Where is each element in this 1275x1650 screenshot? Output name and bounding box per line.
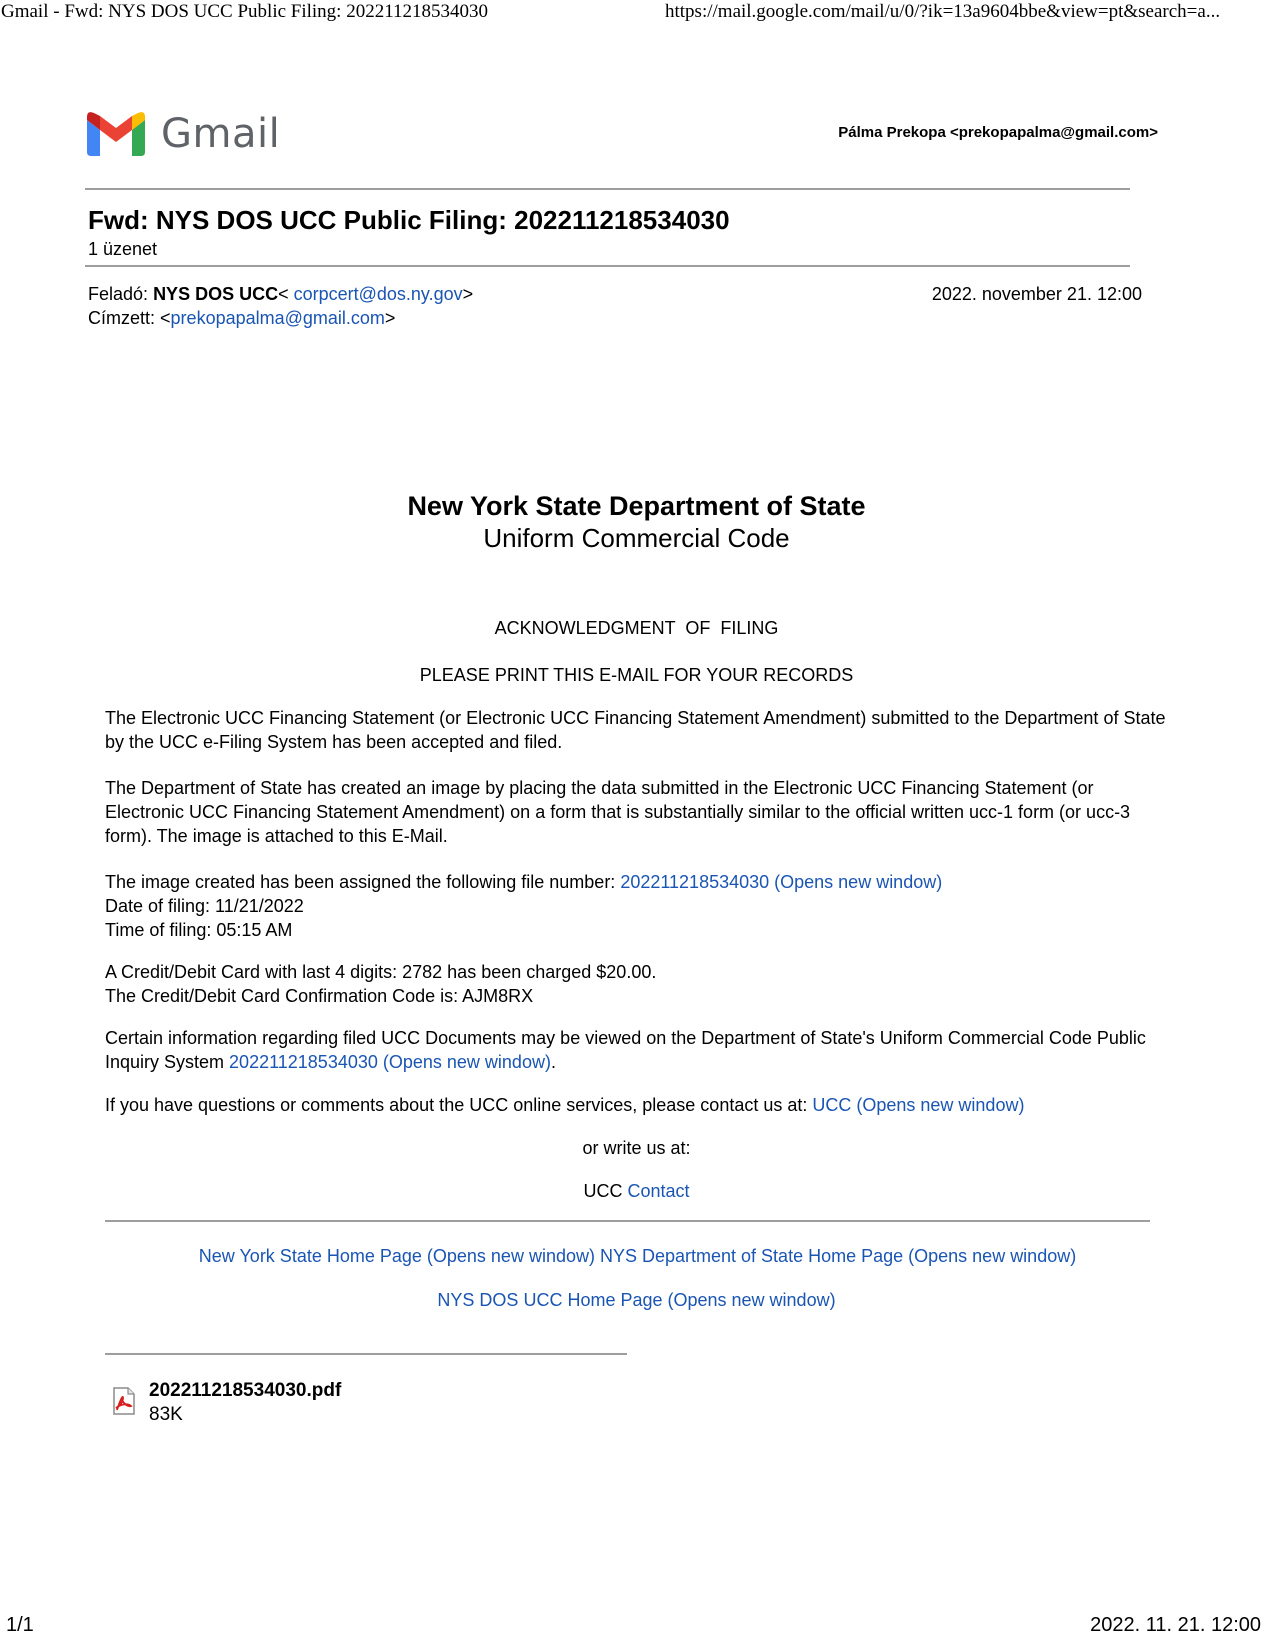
ucc-contact-line xyxy=(105,1179,1168,1203)
inquiry-end: . xyxy=(550,1052,556,1072)
email-subject: Fwd: NYS DOS UCC Public Filing: 202211218534030 xyxy=(88,205,730,235)
paragraph-accepted: The Electronic UCC Financing Statement (or Electronic UCC Financing Statement Amendment) submitted to the Department of State by the UCC e-Filing System has been accepted and filed. xyxy=(105,708,1166,752)
gmail-wordmark: Gmail xyxy=(161,111,281,157)
attachment-size: 83K xyxy=(149,1404,183,1425)
print-footer xyxy=(0,1614,1275,1644)
contact-paragraph xyxy=(105,1093,1168,1117)
gmail-logo xyxy=(87,110,280,158)
paragraph-image: The Department of State has created an image by placing the data submitted in the Electronic UCC Financing Statement (or Electronic UCC Financing Statement Amendment) on a form that is substantially similar to the official written ucc-1 form (or ucc-3 form). The image is attached to this E-Mail. xyxy=(105,778,1131,846)
from-name: NYS DOS UCC xyxy=(153,284,279,304)
inquiry-text: Certain information regarding filed UCC Documents may be viewed on the Department of State's Uniform Commercial Code Public Inquiry System xyxy=(105,1028,1146,1072)
divider xyxy=(105,1220,1150,1222)
file-number-text: The image created has been assigned the following file number: xyxy=(105,872,621,892)
filing-details xyxy=(105,870,1168,942)
gmail-m-icon xyxy=(87,112,145,156)
divider xyxy=(85,188,1130,190)
file-number-line xyxy=(105,870,1168,894)
from-label: Feladó: xyxy=(88,284,149,304)
ucc-home-link[interactable]: NYS DOS UCC Home Page (Opens new window) xyxy=(437,1290,836,1310)
attachment-divider xyxy=(105,1353,627,1355)
from-email-link[interactable]: corpcert@dos.ny.gov xyxy=(293,284,463,304)
date-of-filing: Date of filing: 11/21/2022 xyxy=(105,896,304,916)
write-us: or write us at: xyxy=(582,1138,691,1158)
inquiry-link[interactable]: 202211218534030 (Opens new window) xyxy=(229,1052,551,1072)
to-email-link[interactable]: prekopapalma@gmail.com xyxy=(170,308,385,328)
attachment[interactable] xyxy=(111,1379,341,1427)
to-line xyxy=(88,308,395,329)
file-number-link[interactable]: 202211218534030 (Opens new window) xyxy=(620,872,943,892)
time-of-filing: Time of filing: 05:15 AM xyxy=(105,920,293,940)
attachment-name[interactable]: 202211218534030.pdf xyxy=(149,1380,342,1401)
email-date: 2022. november 21. 12:00 xyxy=(931,284,1142,304)
from-close: > xyxy=(462,284,474,304)
ucc-contact-link[interactable]: Contact xyxy=(627,1181,690,1201)
print-datetime: 2022. 11. 21. 12:00 xyxy=(1090,1614,1261,1636)
dos-home-link[interactable]: NYS Department of State Home Page (Opens new window) xyxy=(599,1246,1077,1266)
to-close: > xyxy=(384,308,396,328)
nys-home-link[interactable]: New York State Home Page (Opens new window) xyxy=(198,1246,595,1266)
pdf-file-icon xyxy=(111,1387,137,1415)
print-page-title: Gmail - Fwd: NYS DOS UCC Public Filing: 202211218534030 xyxy=(1,1,489,22)
from-line xyxy=(88,284,473,305)
message-count: 1 üzenet xyxy=(88,239,158,259)
org-name: New York State Department of State xyxy=(407,491,866,521)
inquiry-paragraph xyxy=(105,1026,1168,1074)
print-header xyxy=(0,0,1275,26)
divider xyxy=(85,265,1130,267)
to-label: Címzett: xyxy=(88,308,156,328)
card-charged: A Credit/Debit Card with last 4 digits: 2782 has been charged $20.00. xyxy=(105,962,657,982)
footer-links-row xyxy=(100,1244,1175,1268)
contact-link[interactable]: UCC (Opens new window) xyxy=(812,1095,1025,1115)
print-notice: PLEASE PRINT THIS E-MAIL FOR YOUR RECORDS xyxy=(419,665,854,685)
page-number: 1/1 xyxy=(6,1614,34,1636)
ack-heading: ACKNOWLEDGMENT OF FILING xyxy=(494,618,779,638)
org-division: Uniform Commercial Code xyxy=(483,523,790,553)
card-confirmation: The Credit/Debit Card Confirmation Code is: AJM8RX xyxy=(105,986,534,1006)
organization-heading xyxy=(105,490,1168,554)
footer-links-row-2 xyxy=(105,1288,1168,1312)
print-page-url: https://mail.google.com/mail/u/0/?ik=13a9604bbe&view=pt&search=a... xyxy=(665,1,1221,22)
ucc-contact-prefix: UCC xyxy=(583,1181,628,1201)
contact-text: If you have questions or comments about the UCC online services, please contact us at: xyxy=(105,1095,813,1115)
from-open: < xyxy=(278,284,294,304)
payment-details xyxy=(105,960,1168,1008)
account-name: Pálma Prekopa <prekopapalma@gmail.com> xyxy=(838,124,1158,141)
to-open: < xyxy=(160,308,171,328)
attachment-info xyxy=(149,1379,341,1427)
